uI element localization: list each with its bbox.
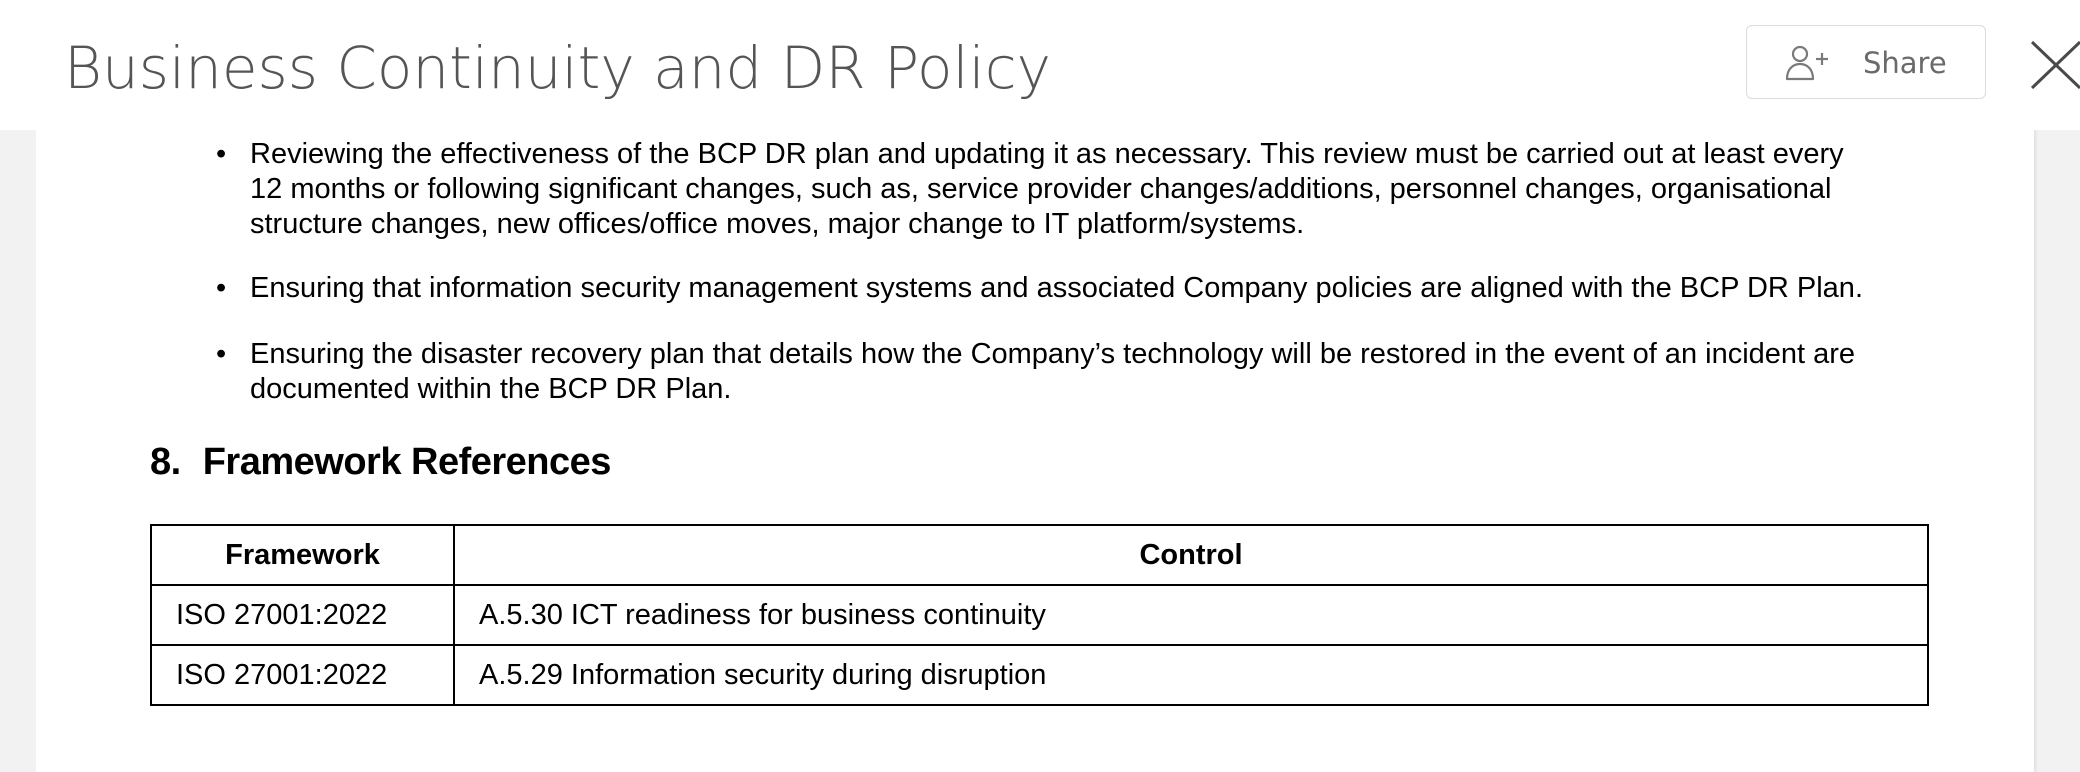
bullet-icon: • <box>216 338 227 370</box>
list-item-line: documented within the BCP DR Plan. <box>250 373 732 405</box>
close-button[interactable] <box>2026 36 2080 90</box>
list-item <box>216 337 1970 407</box>
column-header-control: Control <box>454 525 1928 585</box>
table-header-row <box>151 525 1928 585</box>
add-person-icon <box>1785 44 1831 82</box>
bullet-icon: • <box>216 138 227 170</box>
list-item-line: Reviewing the effectiveness of the BCP DR plan and updating it as necessary. This review must be carried out at least every <box>250 138 1844 170</box>
list-item-line: Ensuring the disaster recovery plan that details how the Company’s technology will be restored in the event of an incident are <box>250 338 1856 370</box>
column-header-framework: Framework <box>151 525 454 585</box>
section-number: 8. <box>150 441 181 483</box>
bullet-icon: • <box>216 272 227 304</box>
share-button-label: Share <box>1863 46 1947 80</box>
page-title: Business Continuity and DR Policy <box>64 34 1051 102</box>
table-row <box>151 645 1928 705</box>
list-item <box>216 137 1970 242</box>
document-page <box>36 130 2034 772</box>
list-item <box>216 271 1970 306</box>
list-item-line: Ensuring that information security management systems and associated Company policies are aligned with the BCP DR Plan. <box>250 272 1863 304</box>
table-cell-control: A.5.30 ICT readiness for business continuity <box>454 585 1928 645</box>
viewer-header <box>0 0 2080 130</box>
table-cell-framework: ISO 27001:2022 <box>151 585 454 645</box>
table-cell-framework: ISO 27001:2022 <box>151 645 454 705</box>
table-row <box>151 585 1928 645</box>
share-button[interactable] <box>1746 25 1986 99</box>
close-icon <box>2026 36 2080 90</box>
section-heading <box>150 438 611 486</box>
list-item-line: 12 months or following significant changes, such as, service provider changes/additions, personnel changes, organisational <box>250 173 1832 205</box>
section-title: Framework References <box>202 441 611 483</box>
table-cell-control: A.5.29 Information security during disruption <box>454 645 1928 705</box>
framework-references-table <box>150 524 1929 706</box>
list-item-line: structure changes, new offices/office moves, major change to IT platform/systems. <box>250 208 1305 240</box>
